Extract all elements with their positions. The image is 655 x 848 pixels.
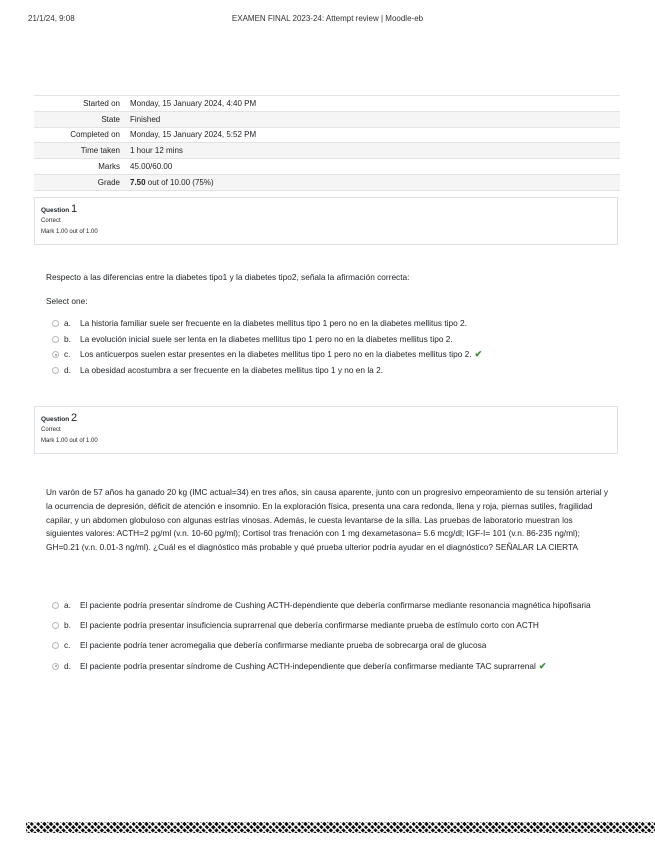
answer-letter: d. (64, 364, 71, 375)
radio-button-selected[interactable] (52, 663, 59, 670)
answer-text: El paciente podría presentar síndrome de Cushing ACTH-independiente que debería confirmarse mediante TAC suprarrenal (80, 660, 536, 671)
summary-label: Completed on (34, 127, 128, 143)
answer-option[interactable] (52, 334, 612, 346)
summary-label: Started on (34, 96, 128, 112)
question-2-answers (52, 600, 612, 672)
answer-text: Los anticuerpos suelen estar presentes en la diabetes mellitus tipo 1 pero no en la diabetes mellitus tipo 2. (80, 349, 472, 359)
check-icon: ✔ (474, 349, 483, 359)
answer-text: El paciente podría tener acromegalia que debería confirmarse mediante prueba de sobrecarga oral de glucosa (80, 640, 487, 650)
answer-letter: a. (64, 600, 71, 610)
summary-value: Finished (128, 111, 620, 127)
print-timestamp: 21/1/24, 9:08 (28, 14, 75, 23)
answer-option-selected[interactable] (52, 349, 612, 361)
question-state: Correct (41, 427, 61, 433)
question-1-prompt: Select one: (46, 296, 88, 306)
summary-label: Marks (34, 159, 128, 175)
summary-value: 7.50 out of 10.00 (75%) (128, 174, 620, 190)
radio-button-selected[interactable] (52, 351, 59, 358)
radio-button[interactable] (52, 320, 59, 327)
answer-text: El paciente podría presentar insuficiencia suprarrenal que debería confirmarse mediante prueba de estímulo corto con ACTH (80, 619, 539, 630)
answer-option[interactable] (52, 318, 612, 330)
answer-text: El paciente podría presentar síndrome de Cushing ACTH-dependiente que debería confirmarse mediante resonancia magnética hipofisaria (80, 600, 591, 610)
answer-option[interactable] (52, 640, 612, 652)
answer-letter: b. (64, 333, 71, 344)
summary-value: 45.00/60.00 (128, 159, 620, 175)
radio-button[interactable] (52, 642, 59, 649)
summary-value: 1 hour 12 mins (128, 143, 620, 159)
answer-text: La historia familiar suele ser frecuente en la diabetes mellitus tipo 1 pero no en la diabetes mellitus tipo 2. (80, 318, 467, 328)
question-label: Question (41, 207, 70, 214)
summary-row-time-taken (34, 143, 620, 159)
summary-label: Time taken (34, 143, 128, 159)
question-mark: Mark 1.00 out of 1.00 (41, 438, 98, 444)
question-2-text: Un varón de 57 años ha ganado 20 kg (IMC actual=34) en tres años, sin causa aparente, junto con un progresivo empeoramiento de su tensión arterial y la ocurrencia de depresión, déficit de atención e insomnio. En la exploración física, presenta una cara redonda, llena y roja, piernas sutiles, fragilidad capilar, y un abdomen globuloso con algunas estrías vinosas. Además, le cuesta levantarse de la silla. Las pruebas de laboratorio muestran los siguientes valores: ACTH=2 pg/ml (v.n. 10-60 pg/ml); Cortisol tras frenación con 1 mg dexametasona= 5.6 mcg/dl; IGF-I= 101 (v.n. 86-235 ng/ml); GH=0.21 (v.n. 0.01-3 ng/ml). ¿Cuál es el diagnóstico más probable y qué prueba ulterior podría ayudar en el diagnóstico? SEÑALAR LA CIERTA (46, 487, 608, 553)
question-state: Correct (41, 218, 61, 224)
answer-letter: d. (64, 660, 71, 671)
radio-button[interactable] (52, 602, 59, 609)
answer-option-selected[interactable] (52, 661, 612, 673)
question-number-value: 1 (70, 203, 78, 215)
answer-text: La obesidad acostumbra a ser frecuente en la diabetes mellitus tipo 1 y no en la 2. (80, 364, 384, 375)
answer-option[interactable] (52, 600, 612, 612)
question-number-value: 2 (70, 412, 78, 424)
summary-value: Monday, 15 January 2024, 5:52 PM (128, 127, 620, 143)
summary-label: Grade (34, 174, 128, 190)
print-header (0, 14, 655, 28)
radio-button[interactable] (52, 622, 59, 629)
answer-option[interactable] (52, 365, 612, 377)
answer-letter: a. (64, 318, 71, 328)
question-label: Question (41, 416, 70, 423)
answer-option[interactable] (52, 620, 612, 632)
radio-button[interactable] (52, 336, 59, 343)
question-number (41, 412, 611, 424)
summary-label: State (34, 111, 128, 127)
summary-row-grade (34, 174, 620, 190)
footer-pattern-bar (26, 822, 655, 833)
summary-row-state (34, 111, 620, 127)
answer-text: La evolución inicial suele ser lenta en la diabetes mellitus tipo 1 pero no en la diabetes mellitus tipo 2. (80, 333, 453, 344)
summary-row-completed (34, 127, 620, 143)
check-icon: ✔ (538, 660, 547, 671)
answer-letter: b. (64, 619, 71, 630)
radio-button[interactable] (52, 367, 59, 374)
answer-letter: c. (64, 640, 71, 650)
summary-row-marks (34, 159, 620, 175)
question-1-info (34, 197, 618, 245)
summary-value: Monday, 15 January 2024, 4:40 PM (128, 96, 620, 112)
answer-letter: c. (64, 349, 71, 359)
question-number (41, 203, 611, 215)
question-1-answers (52, 318, 612, 376)
attempt-summary-table (34, 95, 620, 191)
question-mark: Mark 1.00 out of 1.00 (41, 229, 98, 235)
question-2-info (34, 406, 618, 454)
print-page-title: EXAMEN FINAL 2023-24: Attempt review | Moodle-eb (231, 14, 424, 23)
grade-score: 7.50 (130, 177, 146, 187)
question-1-text: Respecto a las diferencias entre la diabetes tipo1 y la diabetes tipo2, señala la afirmación correcta: (46, 272, 410, 282)
summary-row-started (34, 96, 620, 112)
